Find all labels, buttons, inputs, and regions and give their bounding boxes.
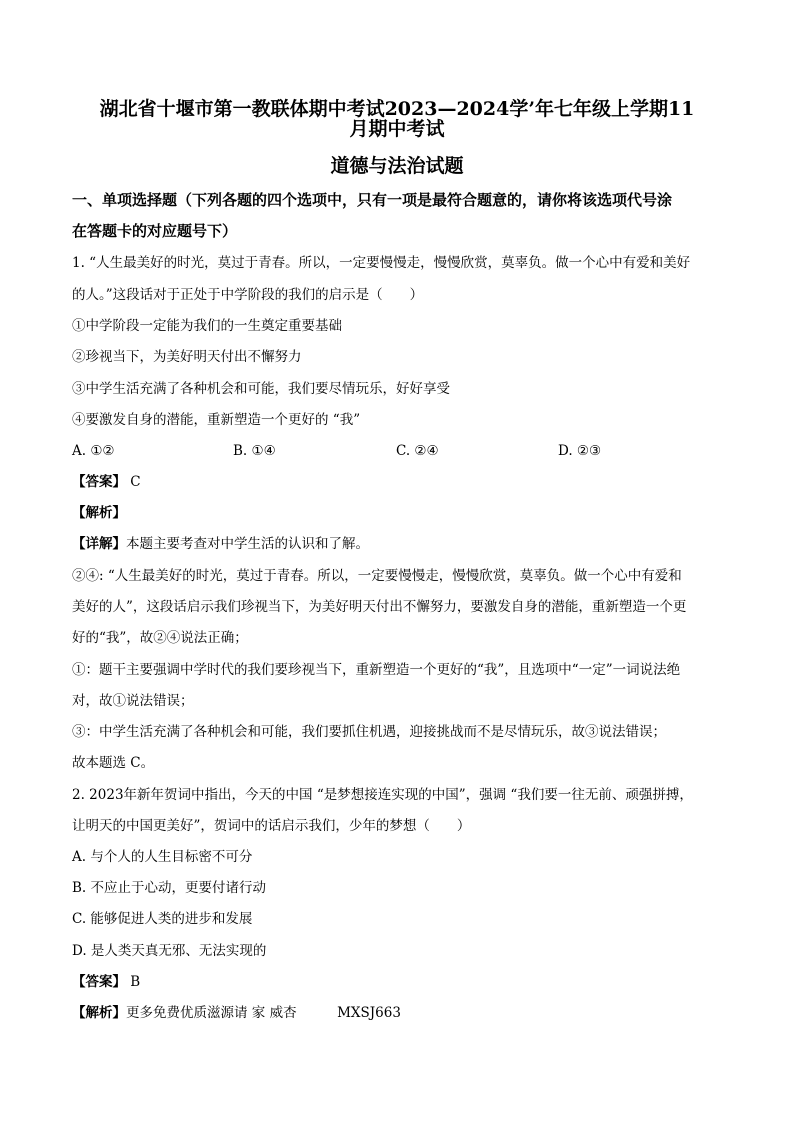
q1-statement-1: ①中学阶段一定能为我们的一生奠定重要基础 [72, 318, 342, 334]
q1-detail-line-5: 对，故①说法错误； [72, 693, 194, 709]
q1-statement-3: ③中学生活充满了各种机会和可能，我们要尽情玩乐，好好享受 [72, 381, 450, 397]
q2-answer [72, 972, 732, 992]
q2-option-d: D. 是人类天真无邪、无法实现的 [72, 943, 267, 959]
q1-detail-line-4: ①：题干主要强调中学时代的我们要珍视当下，重新塑造一个更好的“我”，且选项中“一定”一词说法绝 [72, 662, 681, 678]
q1-detail [72, 534, 732, 554]
q1-analysis-tag [72, 503, 732, 523]
analysis-tag: 【解析】 [72, 505, 126, 521]
document-title-line-2: 月期中考试 [349, 118, 445, 140]
detail-intro: 本题主要考查对中学生活的认识和了解。 [126, 536, 369, 552]
analysis-text: 更多免费优质滋源请 家 威杏 MXSJ663 [126, 1005, 401, 1021]
q1-detail-line-3: 好的“我”，故②④说法正确； [72, 630, 248, 646]
q1-stem-line-1: 1. “人生最美好的时光，莫过于青春。所以，一定要慢慢走，慢慢欣赏，莫辜负。做一个心中有爱和美好 [72, 255, 691, 271]
q1-statement-4: ④要激发自身的潜能，重新塑造一个更好的 “我” [72, 412, 361, 428]
q2-analysis [72, 1003, 732, 1023]
q1-stem-line-2: 的人。”这段话对于正处于中学阶段的我们的启示是（ ） [72, 287, 424, 303]
section-heading-line-1: 一、单项选择题（下列各题的四个选项中，只有一项是最符合题意的，请你将该选项代号涂 [72, 191, 673, 209]
q2-stem-line-2: 让明天的中国更美好”，贺词中的话启示我们，少年的梦想（ ） [72, 818, 471, 834]
document-title-line-1: 湖北省十堰市第一教联体期中考试2023—2024学’年七年级上学期11 [99, 98, 695, 120]
answer-value: B [130, 974, 141, 990]
section-heading-line-2: 在答题卡的对应题号下） [72, 222, 238, 240]
answer-tag: 【答案】 [72, 474, 126, 490]
q1-detail-line-2: 美好的人”，这段话启示我们珍视当下，为美好明天付出不懈努力，要激发自身的潜能，重新塑造一个更 [72, 599, 687, 615]
q2-option-a: A. 与个人的人生目标密不可分 [72, 849, 253, 865]
q2-stem-line-1: 2. 2023年新年贺词中指出，今天的中国 “是梦想接连实现的中国”，强调 “我们要一往无前、顽强拼搏， [72, 787, 693, 803]
q1-detail-line-6: ③：中学生活充满了各种机会和可能，我们要抓住机遇，迎接挑战而不是尽情玩乐，故③说法错误； [72, 724, 666, 740]
q2-option-c: C. 能够促进人类的进步和发展 [72, 911, 253, 927]
q1-option-b: B. ①④ [233, 443, 276, 459]
detail-tag: 【详解】 [72, 536, 126, 552]
q1-answer [72, 472, 732, 492]
q1-option-d: D. ②③ [558, 443, 602, 459]
subject-title: 道德与法治试题 [330, 155, 464, 177]
q1-option-a: A. ①② [72, 443, 115, 459]
q1-detail-line-7: 故本题选 C。 [72, 755, 155, 771]
answer-value: C [130, 474, 141, 490]
q1-statement-2: ②珍视当下，为美好明天付出不懈努力 [72, 349, 302, 365]
q1-option-c: C. ②④ [396, 443, 439, 459]
q2-option-b: B. 不应止于心动，更要付诸行动 [72, 880, 267, 896]
answer-tag: 【答案】 [72, 974, 126, 990]
q1-detail-line-1: ②④: “人生最美好的时光，莫过于青春。所以，一定要慢慢走，慢慢欣赏，莫辜负。做一个心中有爱和 [72, 568, 682, 584]
analysis-tag: 【解析】 [72, 1005, 126, 1021]
